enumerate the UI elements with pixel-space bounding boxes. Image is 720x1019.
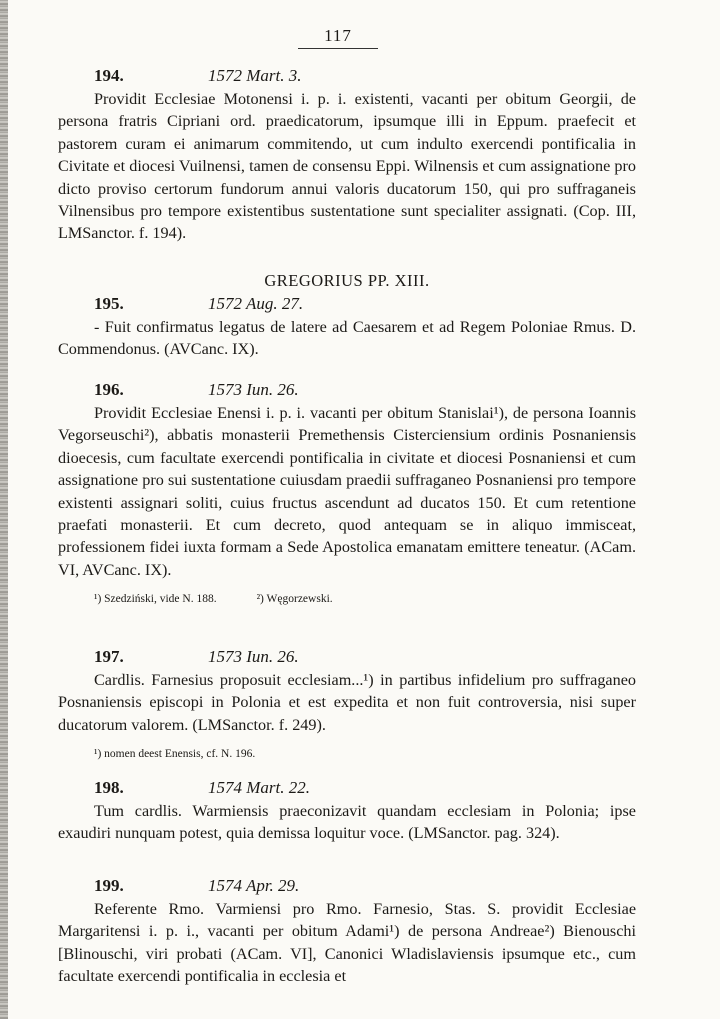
entry-text: Referente Rmo. Varmiensi pro Rmo. Farnesio, Stas. S. providit Ecclesiae Margaritensi i. p. i., vacanti per obitum Adami¹) de persona Andreae²) Bienouschi [Blinouschi, viri probati (ACam. VI], Canonici Wladislaviensis ipsumque etc., cum facultate exercendi pontificalia in ecclesia et [58, 900, 636, 986]
entry-date: 1573 Iun. 26. [208, 380, 299, 399]
entry-date: 1573 Iun. 26. [208, 647, 299, 666]
entry-number: 199. [94, 876, 124, 895]
section-title: GREGORIUS PP. XIII. [264, 271, 430, 290]
entry-196 [58, 380, 636, 607]
footnote: ²) Węgorzewski. [256, 593, 333, 606]
entry-number: 194. [94, 66, 124, 85]
entry-date: 1572 Mart. 3. [208, 66, 302, 85]
entry-date: 1574 Apr. 29. [208, 876, 300, 895]
entry-195 [58, 294, 636, 361]
entry-197 [58, 647, 636, 762]
footnotes [58, 746, 636, 762]
entry-199 [58, 876, 636, 988]
entry-194 [58, 66, 636, 245]
entry-number: 195. [94, 294, 124, 313]
entry-text: - Fuit confirmatus legatus de latere ad Caesarem et ad Regem Poloniae Rmus. D. Commendonus. (AVCanc. IX). [58, 318, 636, 359]
entry-number: 197. [94, 647, 124, 666]
entry-text: Cardlis. Farnesius proposuit ecclesiam...¹) in partibus infidelium pro suffraganeo Posnaniensis episcopi in Polonia et est expedita et non fuit controversia, nisi super ducatorum valorem. (LMSanctor. f. 249). [58, 671, 636, 734]
entry-text: Providit Ecclesiae Enensi i. p. i. vacanti per obitum Stanislai¹), de persona Ioannis Vegorseuschi²), abbatis monasterii Premethensis Cisterciensium ordinis Posnaniensis dioecesis, cum facultate exercendi pontificalia in civitate et diocesi Posnaniensi et cum assignatione pro sui sustentatione cuiusdam praedii suffraganeo Posnaniensi pro tempore existenti assignari soliti, cuius fructus ascendunt ad ducatos 150. Et cum retentione praefati monasterii. Et cum decreto, quod antequam se in aliquo immisceat, professionem fidei iuxta formam a Sede Apostolica emanatam emittere teneatur. (ACam. VI, AVCanc. IX). [58, 404, 636, 579]
footnotes [58, 591, 636, 607]
footnote: ¹) Szedziński, vide N. 188. [94, 593, 217, 606]
entry-number: 198. [94, 778, 124, 797]
entry-date: 1572 Aug. 27. [208, 294, 304, 313]
entry-text: Providit Ecclesiae Motonensi i. p. i. existenti, vacanti per obitum Georgii, de persona fratris Cipriani ord. praedicatorum, ipsumque illi in Eppum. praefecit et pastorem curam ei animarum commitendo, ut cum indulto exercendi pontificalia in Civitate et diocesi Vuilnensi, tamen de consensu Eppi. Wilnensis et cum assignatione pro dicto proviso certorum fundorum annui valoris ducatorum 150, qui pro suffraganeis Vilnensibus pro tempore existentibus sustentatione sunt specialiter assignati. (Cop. III, LMSanctor. f. 194). [58, 90, 636, 243]
page-number: 117 [298, 26, 378, 49]
entry-text: Tum cardlis. Warmiensis praeconizavit quandam ecclesiam in Polonia; ipse exaudiri nunquam potest, quia demissa loquitur voce. (LMSanctor. pag. 324). [58, 802, 636, 843]
entry-198 [58, 778, 636, 845]
entry-date: 1574 Mart. 22. [208, 778, 310, 797]
entry-number: 196. [94, 380, 124, 399]
book-spine-edge [0, 0, 8, 1019]
footnote: ¹) nomen deest Enensis, cf. N. 196. [94, 748, 256, 761]
